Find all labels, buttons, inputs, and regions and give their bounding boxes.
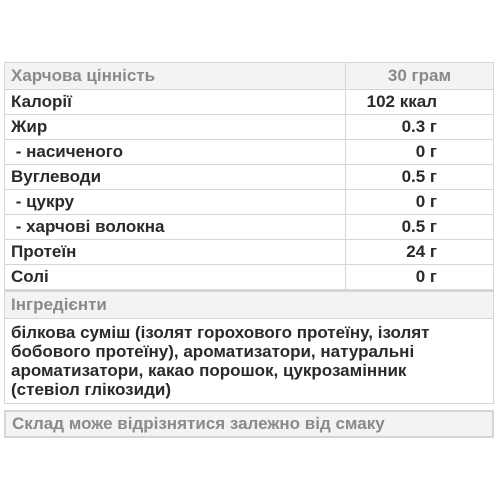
ingredients-title: Інгредієнти (5, 290, 493, 319)
table-row (5, 215, 494, 240)
nutrient-value: 0 г (346, 265, 494, 290)
ingredients-line: ароматизатори, какао порошок, цукрозамінник (11, 361, 407, 380)
nutrient-name: Вуглеводи (5, 165, 346, 190)
nutrient-name: Солі (5, 265, 346, 290)
nutrition-header-label: Харчова цінність (5, 63, 346, 90)
ingredients-line: бобового протеїну), ароматизатори, натуральні (11, 342, 415, 361)
nutrient-name: Калорії (5, 90, 346, 115)
nutrient-name: Протеїн (5, 240, 346, 265)
table-row (5, 115, 494, 140)
flavor-note: Склад може відрізнятися залежно від смаку (4, 410, 494, 438)
nutrient-value: 24 г (346, 240, 494, 265)
table-row (5, 190, 494, 215)
nutrition-table (4, 62, 494, 290)
table-row (5, 240, 494, 265)
table-row (5, 165, 494, 190)
nutrient-name: - харчові волокна (5, 215, 346, 240)
ingredients-line: (стевіол глікозиди) (11, 380, 171, 399)
nutrition-header-serving: 30 грам (346, 63, 494, 90)
nutrient-value: 0.3 г (346, 115, 494, 140)
ingredients-line: білкова суміш (ізолят горохового протеїну, ізолят (11, 323, 430, 342)
table-row (5, 140, 494, 165)
nutrition-label (4, 62, 494, 438)
nutrient-value: 102 ккал (346, 90, 494, 115)
table-row (5, 90, 494, 115)
ingredients-text (5, 319, 493, 403)
nutrient-name: Жир (5, 115, 346, 140)
nutrient-value: 0 г (346, 190, 494, 215)
nutrient-name: - цукру (5, 190, 346, 215)
table-row (5, 265, 494, 290)
nutrition-header-row (5, 63, 494, 90)
ingredients-section (4, 290, 494, 404)
nutrient-name: - насиченого (5, 140, 346, 165)
nutrient-value: 0 г (346, 140, 494, 165)
nutrient-value: 0.5 г (346, 165, 494, 190)
nutrient-value: 0.5 г (346, 215, 494, 240)
